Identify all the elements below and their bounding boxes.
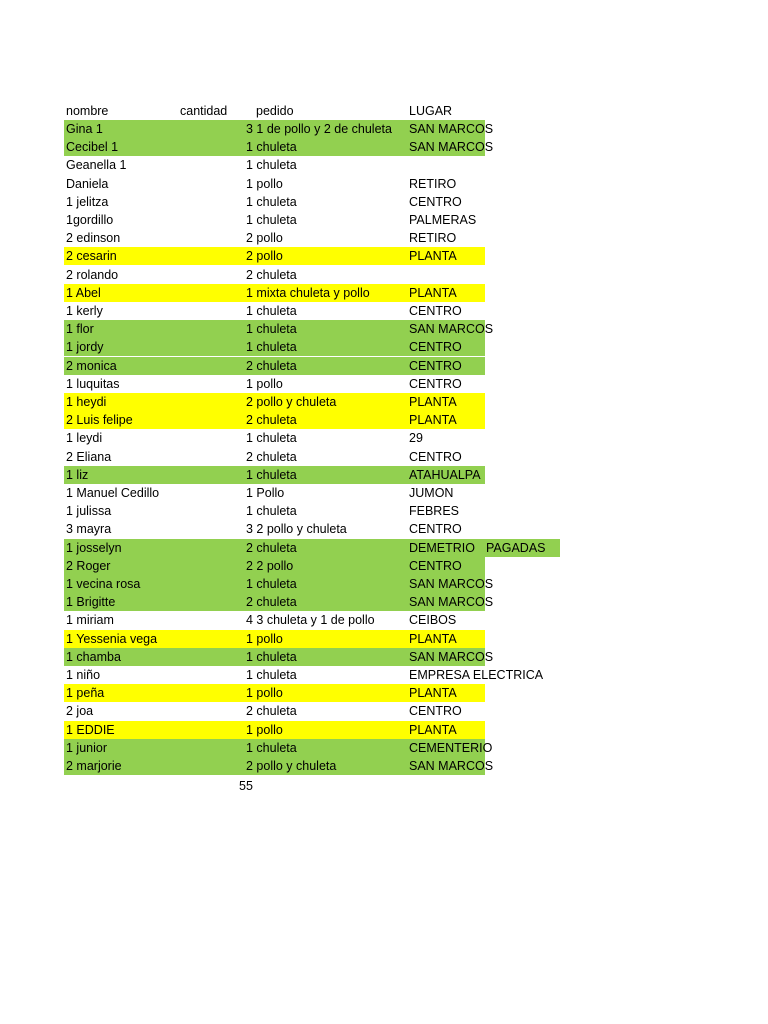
cell-lugar: CENTRO — [409, 558, 462, 573]
cell-nombre: 1 EDDIE — [66, 722, 115, 737]
cell-lugar: PLANTA — [409, 631, 457, 646]
table-row — [64, 120, 494, 138]
cell-lugar: CEMENTERIO — [409, 740, 493, 755]
cell-pedido: 1 chuleta — [246, 668, 297, 682]
cell-nombre: 1 josselyn — [66, 540, 122, 555]
cell-lugar: CENTRO — [409, 340, 462, 355]
table-row — [64, 284, 485, 302]
cell-pedido: 1 Pollo — [246, 486, 285, 500]
cell-lugar: DEMETRIO — [409, 540, 475, 555]
cell-lugar: SAN MARCOS — [409, 595, 494, 610]
cell-lugar: PLANTA — [409, 249, 457, 264]
cell-nombre: 3 mayra — [66, 522, 112, 537]
cell-pedido: 2 chuleta — [246, 540, 297, 555]
cell-pedido: 2 pollo y chuleta — [246, 395, 337, 409]
cell-nombre: 1 Manuel Cedillo — [66, 486, 160, 500]
cell-pedido: 1 chuleta — [246, 431, 297, 446]
cell-pedido: 3 2 pollo y chuleta — [246, 522, 347, 537]
total-count: 55 — [239, 779, 253, 793]
table-row — [64, 411, 485, 429]
table-row — [64, 357, 485, 375]
cell-lugar: PLANTA — [409, 722, 457, 737]
table-row — [64, 739, 493, 757]
cell-pedido: 2 2 pollo — [246, 558, 294, 573]
table-row — [64, 229, 485, 247]
cell-lugar: CENTRO — [409, 704, 462, 719]
cell-pedido: 2 chuleta — [246, 449, 297, 464]
cell-nombre: 1gordillo — [66, 213, 114, 227]
cell-nombre: 1 Abel — [66, 285, 101, 300]
cell-lugar: CENTRO — [409, 194, 462, 209]
cell-lugar: PLANTA — [409, 285, 457, 300]
cell-pedido: 2 chuleta — [246, 413, 297, 428]
cell-nombre: 2 Eliana — [66, 449, 112, 464]
cell-pedido: 1 chuleta — [246, 467, 297, 482]
cell-pedido: 4 3 chuleta y 1 de pollo — [246, 613, 375, 628]
cell-pedido: 1 pollo — [246, 176, 283, 191]
cell-nombre: 1 julissa — [66, 504, 112, 519]
cell-nombre: 1 peña — [66, 686, 105, 701]
table-row — [64, 448, 485, 466]
cell-nombre: 2 marjorie — [66, 759, 122, 773]
cell-pedido: 1 chuleta — [246, 649, 297, 664]
cell-nombre: Cecibel 1 — [66, 140, 119, 155]
cell-nombre: 1 miriam — [66, 613, 114, 628]
header-cantidad: cantidad — [180, 104, 228, 118]
table-row — [64, 593, 494, 611]
cell-pedido: 1 pollo — [246, 722, 283, 737]
cell-pedido: 2 pollo y chuleta — [246, 759, 337, 773]
cell-nombre: 1 jordy — [66, 340, 104, 355]
cell-nombre: 2 Roger — [66, 558, 111, 573]
cell-lugar: JUMON — [409, 486, 454, 500]
table-row — [64, 175, 485, 193]
cell-lugar: ATAHUALPA — [409, 467, 481, 482]
cell-pedido: 2 chuleta — [246, 358, 297, 373]
cell-lugar: SAN MARCOS — [409, 577, 494, 591]
table-row — [64, 247, 485, 265]
cell-nombre: 1 vecina rosa — [66, 577, 141, 591]
table-row — [64, 338, 485, 356]
cell-lugar: FEBRES — [409, 504, 460, 519]
cell-pedido: 1 chuleta — [246, 140, 297, 155]
table-row — [64, 266, 485, 284]
header-pedido: pedido — [256, 104, 294, 118]
table-row — [64, 429, 485, 447]
cell-nombre: 1 kerly — [66, 304, 103, 318]
table-row — [64, 320, 494, 338]
cell-lugar: CENTRO — [409, 376, 462, 391]
cell-lugar: PLANTA — [409, 413, 457, 428]
cell-lugar: PALMERAS — [409, 213, 477, 227]
cell-pedido: 1 pollo — [246, 376, 283, 391]
table-row — [64, 684, 485, 702]
cell-nombre: 2 Luis felipe — [66, 413, 133, 428]
cell-lugar: RETIRO — [409, 176, 457, 191]
cell-nombre: Gina 1 — [66, 122, 103, 136]
table-row — [64, 156, 485, 174]
cell-pedido: 1 chuleta — [246, 340, 297, 355]
cell-pedido: 2 chuleta — [246, 595, 297, 610]
cell-lugar: SAN MARCOS — [409, 759, 494, 773]
cell-lugar: SAN MARCOS — [409, 649, 494, 664]
table-row — [64, 302, 485, 320]
table-row — [64, 502, 485, 520]
table-row — [64, 138, 494, 156]
cell-nombre: 2 cesarin — [66, 249, 117, 264]
cell-pedido: 2 pollo — [246, 231, 283, 246]
cell-nombre: 1 leydi — [66, 431, 103, 446]
pagadas-cell — [485, 539, 560, 557]
cell-pedido: 2 chuleta — [246, 704, 297, 719]
cell-lugar: SAN MARCOS — [409, 140, 494, 155]
table-row — [64, 702, 485, 720]
cell-nombre: 2 monica — [66, 358, 117, 373]
cell-lugar: CENTRO — [409, 304, 462, 318]
cell-pedido: 1 chuleta — [246, 577, 297, 591]
cell-lugar: PLANTA — [409, 395, 457, 409]
table-row — [64, 611, 485, 629]
cell-nombre: 1 chamba — [66, 649, 121, 664]
table-row — [64, 484, 485, 502]
table-row — [64, 557, 485, 575]
cell-lugar: SAN MARCOS — [409, 322, 494, 337]
cell-nombre: 1 luquitas — [66, 376, 120, 391]
cell-pedido: 1 chuleta — [246, 304, 297, 318]
table-row — [64, 393, 485, 411]
table-row — [64, 575, 494, 593]
cell-lugar: CENTRO — [409, 358, 462, 373]
cell-pedido: 2 pollo — [246, 249, 283, 264]
cell-pedido: 1 pollo — [246, 686, 283, 701]
cell-nombre: 2 joa — [66, 704, 94, 719]
cell-lugar: RETIRO — [409, 231, 457, 246]
cell-nombre: 1 flor — [66, 322, 94, 337]
cell-lugar: 29 — [409, 431, 423, 446]
pagadas-label: PAGADAS — [486, 541, 546, 555]
cell-pedido: 2 chuleta — [246, 267, 297, 282]
cell-nombre: 1 niño — [66, 668, 101, 682]
table-row — [64, 520, 485, 538]
cell-nombre: 1 heydi — [66, 395, 107, 409]
cell-pedido: 1 chuleta — [246, 740, 297, 755]
table-row — [64, 466, 485, 484]
cell-nombre: 1 Brigitte — [66, 595, 116, 610]
table-row — [64, 648, 494, 666]
cell-nombre: 1 jelitza — [66, 194, 109, 209]
cell-pedido: 3 1 de pollo y 2 de chuleta — [246, 122, 392, 136]
cell-pedido: 1 pollo — [246, 631, 283, 646]
table-row — [64, 211, 485, 229]
table-row — [64, 721, 485, 739]
cell-lugar: SAN MARCOS — [409, 122, 494, 136]
table-row — [64, 375, 485, 393]
cell-nombre: 1 junior — [66, 740, 107, 755]
header-lugar: LUGAR — [409, 104, 453, 118]
cell-nombre: 1 Yessenia vega — [66, 631, 158, 646]
header-nombre: nombre — [66, 104, 109, 118]
table-row — [64, 630, 485, 648]
cell-lugar: CEIBOS — [409, 613, 457, 628]
cell-lugar: CENTRO — [409, 522, 462, 537]
cell-pedido: 1 mixta chuleta y pollo — [246, 285, 370, 300]
table-row — [64, 193, 485, 211]
cell-nombre: 2 edinson — [66, 231, 121, 246]
cell-pedido: 1 chuleta — [246, 194, 297, 209]
cell-nombre: 1 liz — [66, 467, 89, 482]
cell-pedido: 1 chuleta — [246, 213, 297, 227]
cell-pedido: 1 chuleta — [246, 158, 297, 173]
cell-lugar: EMPRESA ELECTRICA — [409, 668, 544, 682]
cell-lugar: CENTRO — [409, 449, 462, 464]
cell-nombre: Daniela — [66, 176, 109, 191]
cell-nombre: Geanella 1 — [66, 158, 127, 173]
table-row — [64, 666, 544, 684]
cell-lugar: PLANTA — [409, 686, 457, 701]
table-row — [64, 539, 485, 557]
cell-pedido: 1 chuleta — [246, 322, 297, 337]
cell-nombre: 2 rolando — [66, 267, 119, 282]
table-row — [64, 757, 494, 775]
cell-pedido: 1 chuleta — [246, 504, 297, 519]
